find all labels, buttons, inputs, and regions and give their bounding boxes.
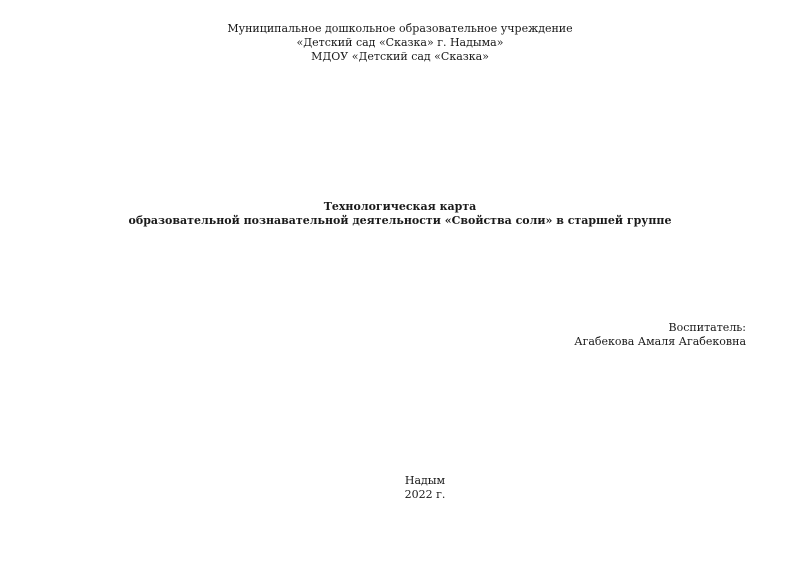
place-date-footer <box>0 474 800 502</box>
header-line-institution-type: Муниципальное дошкольное образовательное учреждение <box>227 22 573 35</box>
footer-city: Надым <box>404 474 446 487</box>
header-line-institution-short-name: МДОУ «Детский сад «Сказка» <box>311 50 489 63</box>
title-line-main: Технологическая карта <box>323 200 477 213</box>
author-role: Воспитатель: <box>668 321 746 334</box>
institution-header <box>0 22 800 64</box>
author-name: Агабекова Амаля Агабековна <box>574 335 746 348</box>
footer-year: 2022 г. <box>404 488 446 501</box>
header-line-institution-name: «Детский сад «Сказка» г. Надыма» <box>296 36 504 49</box>
title-line-subtitle: образовательной познавательной деятельности «Свойства соли» в старшей группе <box>128 214 672 227</box>
document-title <box>0 200 800 228</box>
author-block <box>574 321 746 349</box>
